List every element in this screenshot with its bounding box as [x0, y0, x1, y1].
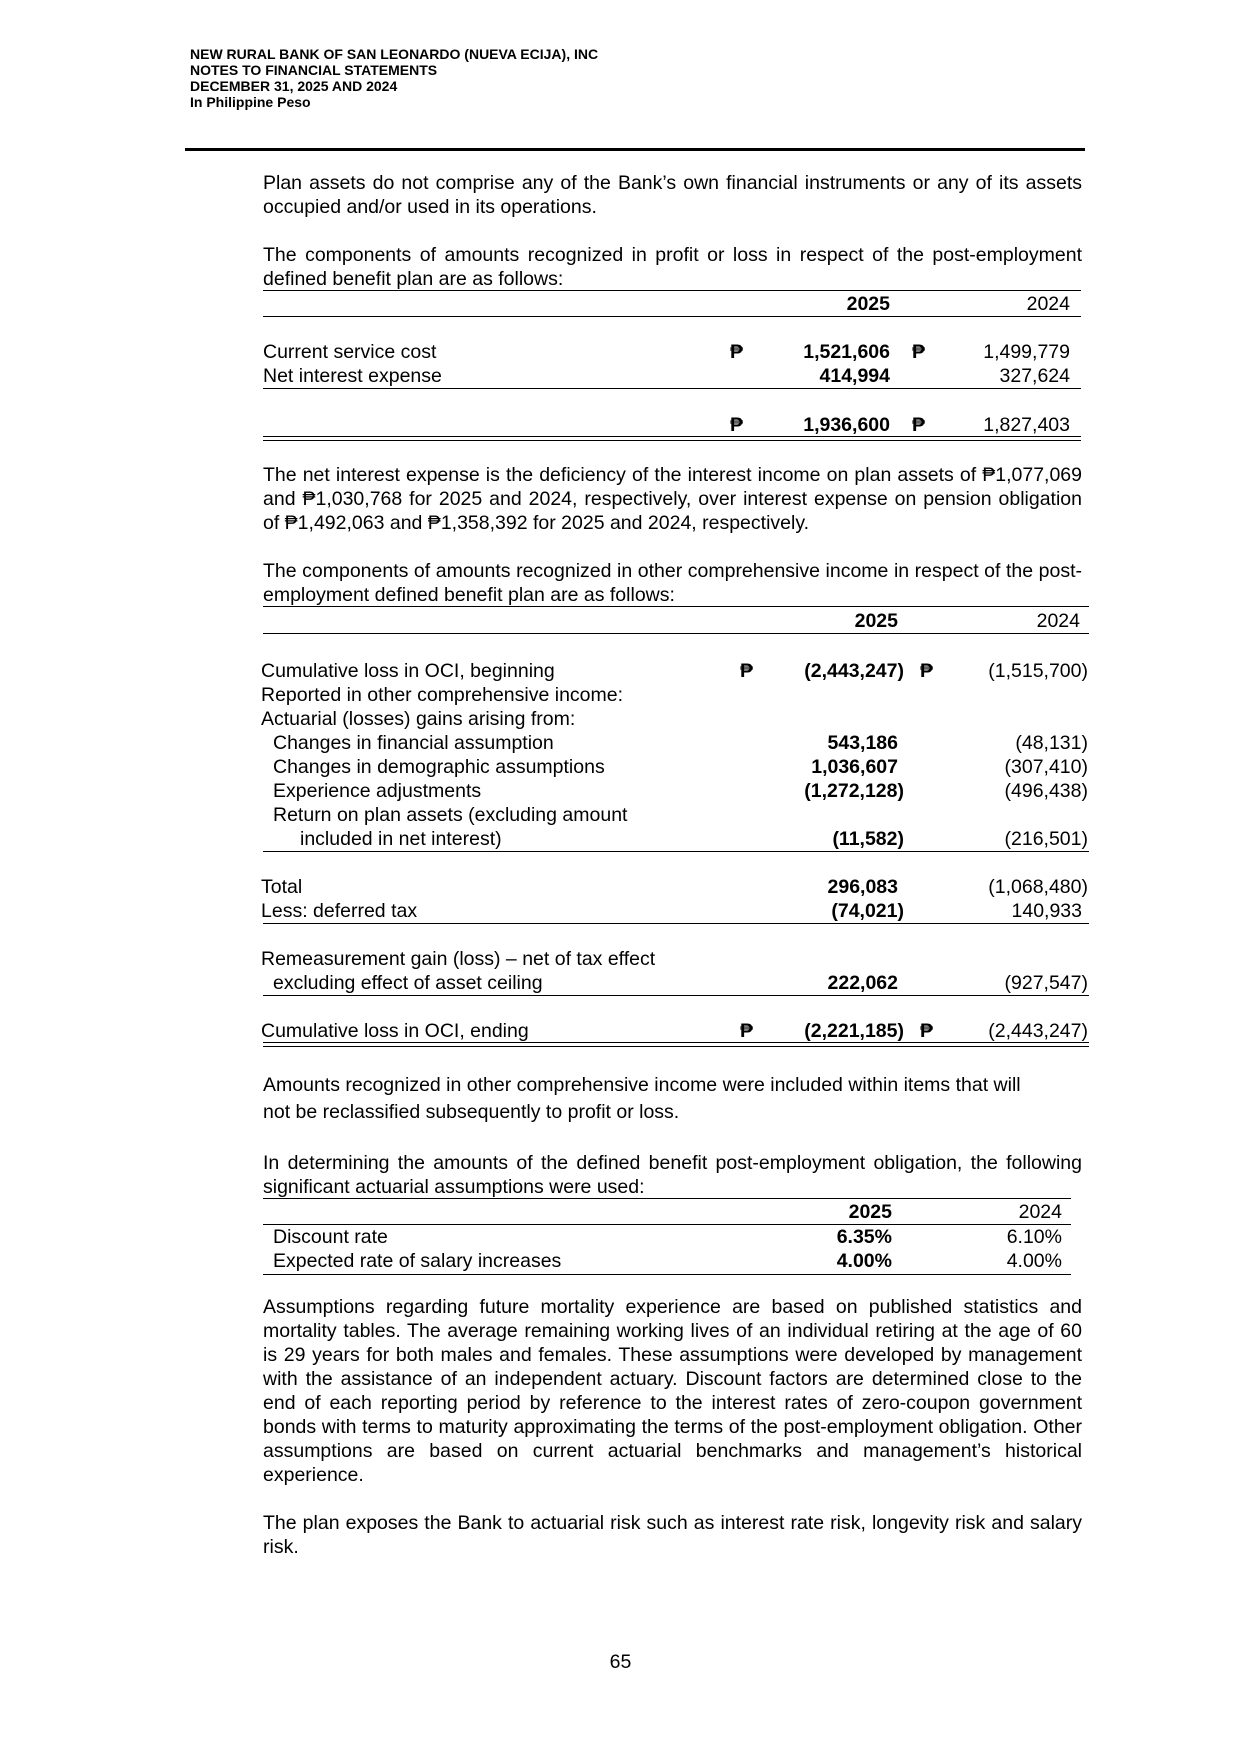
- value-2025: (74,021): [831, 900, 904, 922]
- table-rule: [263, 923, 1089, 924]
- row-label: Cumulative loss in OCI, beginning: [261, 660, 555, 682]
- value-2024: 1,499,779: [983, 341, 1070, 363]
- peso-sign: ₱: [912, 414, 926, 436]
- value-2024: 6.10%: [1006, 1226, 1062, 1248]
- value-2024: 327,624: [999, 365, 1070, 387]
- table-rule: [263, 633, 1089, 634]
- actuarial-risk-paragraph: The plan exposes the Bank to actuarial risk such as interest rate risk, longevity risk and salary risk.: [263, 1512, 1082, 1558]
- value-2025: (2,443,247): [804, 660, 904, 682]
- table-rule: [263, 1198, 1071, 1199]
- value-2024: (216,501): [1004, 828, 1088, 850]
- value-2025: 543,186: [827, 732, 898, 754]
- value-2025: 1,036,607: [811, 756, 898, 778]
- assumptions-intro: In determining the amounts of the defined benefit post-employment obligation, the following significant actuarial assumptions were used:: [263, 1152, 1082, 1198]
- pl-components-intro: The components of amounts recognized in profit or loss in respect of the post-employment defined benefit plan are as follows:: [263, 244, 1082, 290]
- peso-sign: ₱: [730, 341, 744, 363]
- report-date: DECEMBER 31, 2025 AND 2024: [190, 78, 398, 94]
- value-2025: 414,994: [819, 365, 890, 387]
- row-label: Net interest expense: [263, 365, 442, 387]
- total-double-rule: [263, 1042, 1089, 1047]
- value-2025: 6.35%: [836, 1226, 892, 1248]
- col-2025-header: 2025: [854, 610, 898, 632]
- row-label: excluding effect of asset ceiling: [273, 972, 543, 994]
- table-rule: [263, 316, 1081, 317]
- value-2024: (1,068,480): [988, 876, 1088, 898]
- net-interest-paragraph: The net interest expense is the deficiency of the interest income on plan assets of ₱1,077,069 and ₱1,030,768 for 2025 and 2024, respectively, over interest expense on pension obligation of ₱1,492,063 and ₱1,358,392 for 2025 and 2024, respectively.: [263, 464, 1082, 534]
- value-2025: 296,083: [827, 876, 898, 898]
- header-rule: [185, 148, 1085, 151]
- row-label: Return on plan assets (excluding amount: [273, 804, 628, 826]
- row-label: Total: [261, 876, 303, 898]
- table-rule: [263, 1274, 1071, 1275]
- value-2024: (2,443,247): [988, 1020, 1088, 1042]
- notes-title: NOTES TO FINANCIAL STATEMENTS: [190, 62, 438, 78]
- row-label: Experience adjustments: [273, 780, 482, 802]
- peso-sign: ₱: [730, 414, 744, 436]
- table-rule: [263, 290, 1081, 291]
- total-2025: 1,936,600: [803, 414, 890, 436]
- col-2024-header: 2024: [1026, 293, 1070, 315]
- bank-name: NEW RURAL BANK OF SAN LEONARDO (NUEVA ECIJA), INC: [190, 46, 599, 62]
- peso-sign: ₱: [920, 660, 934, 682]
- value-2025: (11,582): [832, 828, 904, 850]
- peso-sign: ₱: [740, 660, 754, 682]
- row-label: Changes in demographic assumptions: [273, 756, 605, 778]
- row-label: Changes in financial assumption: [273, 732, 554, 754]
- value-2024: (927,547): [1004, 972, 1088, 994]
- document-header: [190, 46, 598, 110]
- currency-note: In Philippine Peso: [190, 94, 311, 110]
- plan-assets-paragraph: Plan assets do not comprise any of the Bank’s own financial instruments or any of its assets occupied and/or used in its operations.: [263, 172, 1082, 218]
- value-2025: 1,521,606: [803, 341, 890, 363]
- value-2024: 4.00%: [1006, 1250, 1062, 1272]
- value-2024: (1,515,700): [988, 660, 1088, 682]
- col-2024-header: 2024: [1018, 1201, 1062, 1223]
- row-label: Reported in other comprehensive income:: [261, 684, 624, 706]
- value-2024: 140,933: [1011, 900, 1082, 922]
- value-2025: 222,062: [827, 972, 898, 994]
- value-2025: (2,221,185): [804, 1020, 904, 1042]
- value-2025: (1,272,128): [804, 780, 904, 802]
- total-double-rule: [263, 436, 1081, 441]
- page-number: 65: [609, 1651, 632, 1673]
- row-label: Current service cost: [263, 341, 437, 363]
- row-label: Actuarial (losses) gains arising from:: [261, 708, 576, 730]
- table-rule: [263, 388, 1081, 389]
- table-rule: [263, 851, 1089, 852]
- peso-sign: ₱: [912, 341, 926, 363]
- table-rule: [263, 606, 1089, 607]
- total-2024: 1,827,403: [983, 414, 1070, 436]
- mortality-assumptions-paragraph: Assumptions regarding future mortality experience are based on published statistics and mortality tables. The average remaining working lives of an individual retiring at the age of 60 is 29 years for both males and females. These assumptions were developed by management with the assistance of an independent actuary. Discount factors are determined close to the end of each reporting period by reference to the interest rates of zero-coupon government bonds with terms to maturity approximating the terms of the post-employment obligation. Other assumptions are based on current actuarial benchmarks and management’s historical experience.: [263, 1296, 1082, 1486]
- peso-sign: ₱: [920, 1020, 934, 1042]
- row-label: Discount rate: [273, 1226, 388, 1248]
- col-2024-header: 2024: [1036, 610, 1080, 632]
- row-label: Remeasurement gain (loss) – net of tax effect: [261, 948, 656, 970]
- value-2025: 4.00%: [836, 1250, 892, 1272]
- row-label: Less: deferred tax: [261, 900, 418, 922]
- table-rule: [263, 995, 1089, 996]
- oci-reclass-line2: not be reclassified subsequently to profit or loss.: [263, 1101, 680, 1123]
- row-label: Cumulative loss in OCI, ending: [261, 1020, 529, 1042]
- value-2024: (496,438): [1004, 780, 1088, 802]
- row-label: Expected rate of salary increases: [273, 1250, 562, 1272]
- value-2024: (48,131): [1015, 732, 1088, 754]
- peso-sign: ₱: [740, 1020, 754, 1042]
- row-label: included in net interest): [300, 828, 502, 850]
- oci-reclass-line1: Amounts recognized in other comprehensive income were included within items that will: [263, 1074, 1021, 1096]
- oci-components-intro: The components of amounts recognized in other comprehensive income in respect of the post-employment defined benefit plan are as follows:: [263, 560, 1082, 606]
- value-2024: (307,410): [1004, 756, 1088, 778]
- col-2025-header: 2025: [846, 293, 890, 315]
- col-2025-header: 2025: [848, 1201, 892, 1223]
